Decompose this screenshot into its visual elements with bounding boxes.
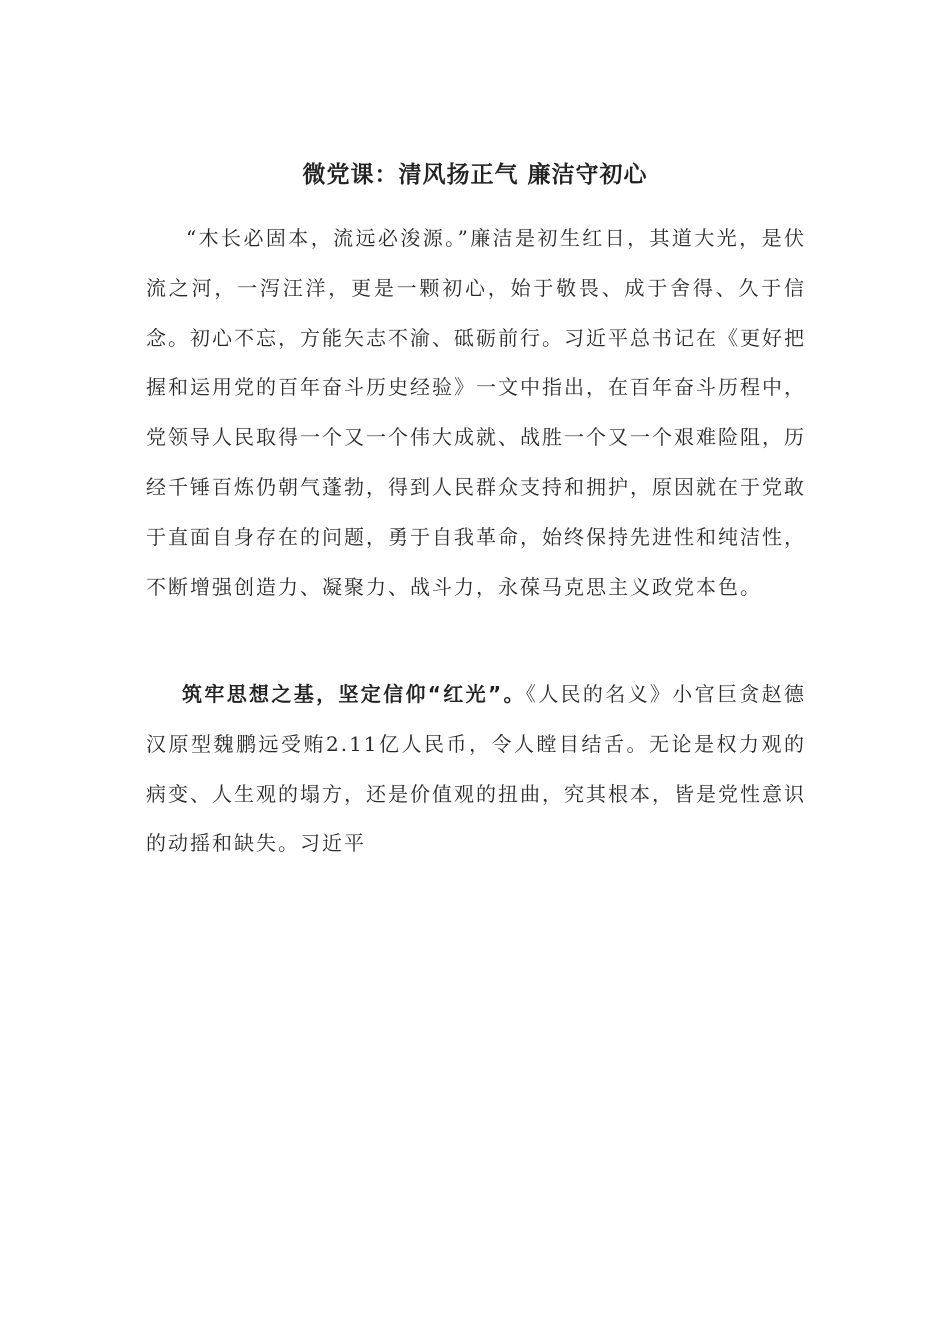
paragraph-lead-heading: 筑牢思想之基，坚定信仰“红光”。: [182, 682, 526, 706]
paragraph-body: 《人民的名义》小官巨贪赵德汉原型魏鹏远受贿2.11亿人民币，令人瞠目结舌。无论是权力观的病变、人生观的塌方，还是价值观的扭曲，究其根本，皆是党性意识的动摇和缺失。习近平: [146, 682, 807, 856]
document-title: 微党课：清风扬正气 廉洁守初心: [302, 162, 648, 188]
paragraph-intro: “木长必固本，流远必浚源。”廉洁是初生红日，其道大光，是伏流之河，一泻汪洋，更是一颗初心，始于敬畏、成于舍得、久于信念。初心不忘，方能矢志不渝、砥砺前行。习近平总书记在《更好把握和运用党的百年奋斗历史经验》一文中指出，在百年奋斗历程中，党领导人民取得一个又一个伟大成就、战胜一个又一个艰难险阻，历经千锤百炼仍朝气蓬勃，得到人民群众支持和拥护，原因就在于党敢于直面自身存在的问题，勇于自我革命，始终保持先进性和纯洁性，不断增强创造力、凝聚力、战斗力，永葆马克思主义政党本色。: [146, 226, 806, 599]
paragraph-ideological-foundation: [146, 670, 806, 869]
